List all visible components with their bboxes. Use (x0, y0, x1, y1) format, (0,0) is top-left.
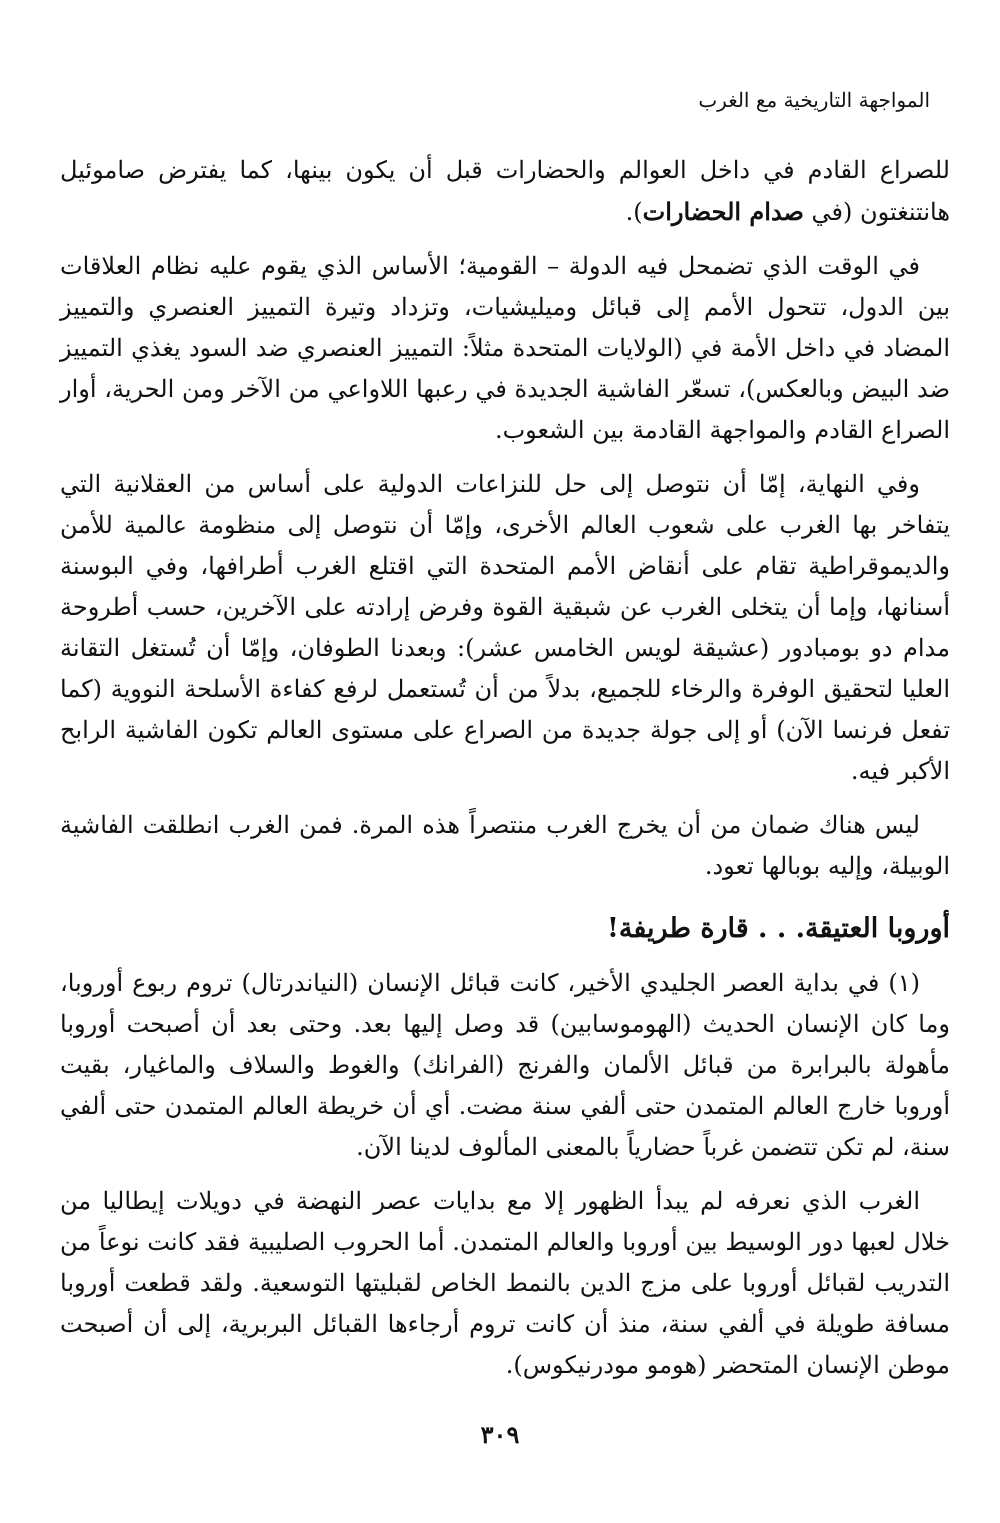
book-title-emphasis: صدام الحضارات (642, 197, 804, 226)
page-body (60, 150, 950, 1399)
paragraph-1-text: للصراع القادم في داخل العوالم والحضارات قبل أن يكون بينها، كما يفترض صاموئيل هانتنغتون (في (60, 156, 950, 226)
section-heading: أوروبا العتيقة. . . قارة طريفة! (607, 913, 950, 944)
paragraph-3: وفي النهاية، إمّا أن نتوصل إلى حل للنزاعات الدولية على أساس من العقلانية التي يتفاخر بها الغرب على شعوب العالم الأخرى، وإمّا أن نتوصل إلى منظومة عالمية للأمن والديموقراطية تقام على أنقاض الأمم المتحدة التي اقتلع الغرب أطرافها، وفي البوسنة أسنانها، وإما أن يتخلى الغرب عن شبقية القوة وفرض إرادته على الآخرين، حسب أطروحة مدام دو بومبادور (عشيقة لويس الخامس عشر): وبعدنا الطوفان، وإمّا أن تُستغل التقانة العليا لتحقيق الوفرة والرخاء للجميع، بدلاً من أن تُستعمل لرفع كفاءة الأسلحة النووية (كما تفعل فرنسا الآن) أو إلى جولة جديدة من الصراع على مستوى العالم تكون الفاشية الرابح الأكبر فيه. (60, 470, 950, 785)
paragraph-1-end: ). (625, 198, 643, 226)
paragraph-4: ليس هناك ضمان من أن يخرج الغرب منتصراً هذه المرة. فمن الغرب انطلقت الفاشية الوبيلة، وإليه بوبالها تعود. (60, 811, 950, 880)
paragraph-6: الغرب الذي نعرفه لم يبدأ الظهور إلا مع بدايات عصر النهضة في دويلات إيطاليا من خلال لعبها دور الوسيط بين أوروبا والعالم المتمدن. أما الحروب الصليبية فقد كانت نوعاً من التدريب لقبائل أوروبا على مزج الدين بالنمط الخاص لقبليتها التوسعية. ولقد قطعت أوروبا مسافة طويلة في ألفي سنة، منذ أن كانت تروم أرجاءها القبائل البربرية، إلى أن أصبحت موطن الإنسان المتحضر (هومو مودرنيكوس). (60, 1187, 950, 1379)
paragraph-5: (١) في بداية العصر الجليدي الأخير، كانت قبائل الإنسان (النياندرتال) تروم ربوع أوروبا، وما كان الإنسان الحديث (الهوموسابين) قد وصل إليها بعد. وحتى بعد أن أصبحت أوروبا مأهولة بالبرابرة من قبائل الألمان والفرنج (الفرانك) والغوط والسلاف والماغيار، بقيت أوروبا خارج العالم المتمدن حتى ألفي سنة مضت. أي أن خريطة العالم المتمدن حتى ألفي سنة، لم تكن تتضمن غرباً حضارياً بالمعنى المألوف لدينا الآن. (60, 969, 951, 1161)
paragraph-1 (60, 150, 950, 233)
page-number: ٣٠٩ (480, 1420, 520, 1449)
running-header: المواجهة التاريخية مع الغرب (698, 88, 930, 112)
paragraph-2: في الوقت الذي تضمحل فيه الدولة – القومية؛ الأساس الذي يقوم عليه نظام العلاقات بين الدول، تتحول الأمم إلى قبائل وميليشيات، وتزداد وتيرة التمييز العنصري والتمييز المضاد في داخل الأمة في (الولايات المتحدة مثلاً: التمييز العنصري ضد السود يغذي التمييز ضد البيض وبالعكس)، تسعّر الفاشية الجديدة في رعبها اللاواعي من الآخر ومن الحرية، أوار الصراع القادم والمواجهة القادمة بين الشعوب. (60, 252, 950, 444)
